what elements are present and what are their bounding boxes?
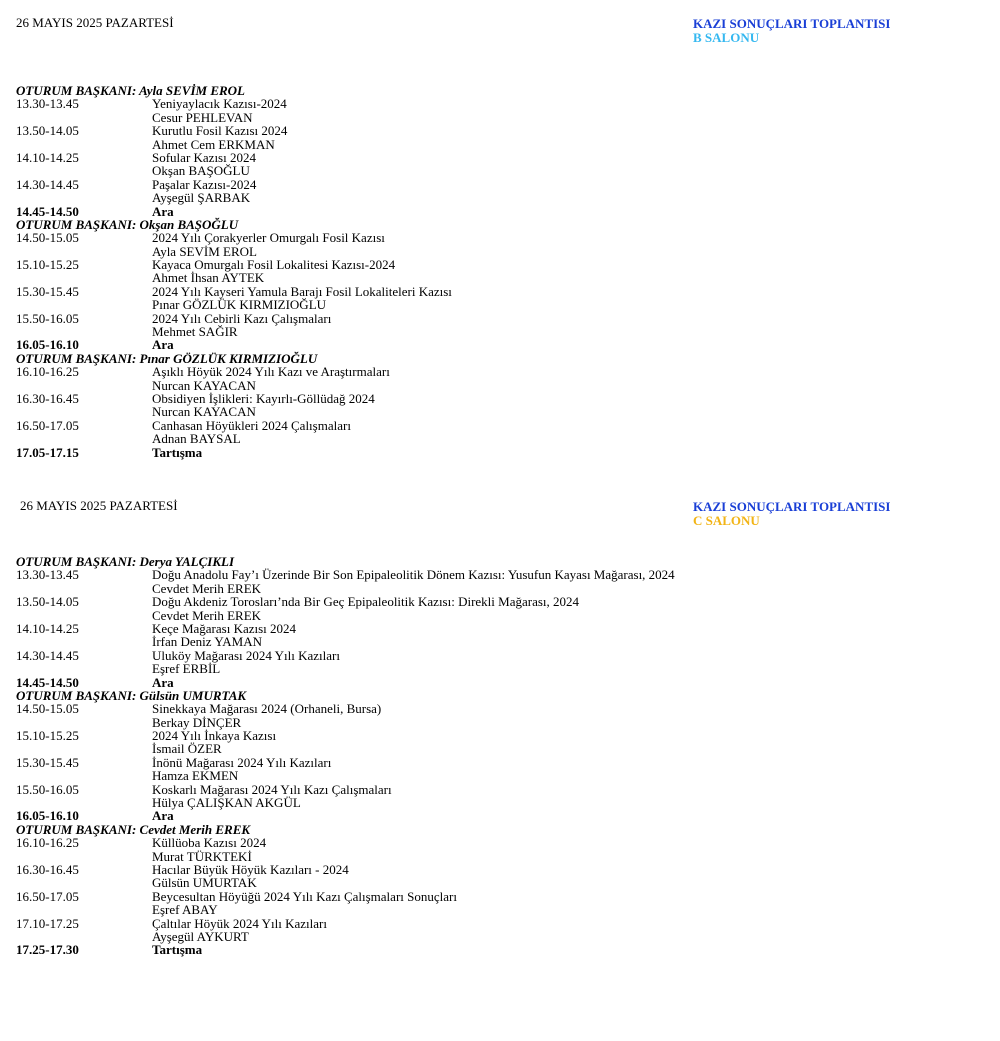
talk-text: Koskarlı Mağarası 2024 Yılı Kazı Çalışmaları: [152, 781, 392, 797]
time-slot: [16, 191, 152, 204]
talk-text: Okşan BAŞOĞLU: [152, 163, 250, 179]
time-slot: [16, 662, 152, 675]
time-slot: 15.30-15.45: [16, 283, 79, 299]
schedule-row: [16, 405, 976, 418]
session-chair: OTURUM BAŞKANI: Gülsün UMURTAK: [16, 687, 247, 703]
talk-text: Hülya ÇALIŞKAN AKGÜL: [152, 795, 301, 811]
schedule-row: [16, 783, 976, 796]
schedule-row: [16, 917, 976, 930]
schedule-row: [16, 609, 976, 622]
meeting-title: KAZI SONUÇLARI TOPLANTISI: [693, 499, 891, 514]
schedule-row: [16, 568, 976, 581]
talk-text: Gülsün UMURTAK: [152, 875, 257, 891]
talk-text: İsmail ÖZER: [152, 741, 222, 757]
talk-text: Mehmet SAĞIR: [152, 324, 238, 340]
schedule-row: [16, 903, 976, 916]
hall-name: B SALONU: [693, 30, 760, 45]
talk-text: 2024 Yılı Cebirli Kazı Çalışmaları: [152, 310, 332, 326]
time-slot: [16, 111, 152, 124]
time-slot: 16.10-16.25: [16, 835, 79, 851]
schedule-row: [16, 312, 976, 325]
time-slot: 17.25-17.30: [16, 942, 79, 958]
hall-name: C SALONU: [693, 513, 760, 528]
time-slot: [16, 245, 152, 258]
schedule-row: [16, 716, 976, 729]
time-slot: [16, 405, 152, 418]
time-slot: [16, 379, 152, 392]
time-slot: [16, 742, 152, 755]
session-date: 26 MAYIS 2025 PAZARTESİ: [16, 15, 174, 30]
talk-text: 2024 Yılı Kayseri Yamula Barajı Fosil Lokaliteleri Kazısı: [152, 283, 452, 299]
time-slot: 15.50-16.05: [16, 781, 79, 797]
talk-text: Doğu Anadolu Fay’ı Üzerinde Bir Son Epipaleolitik Dönem Kazısı: Yusufun Kayası Mağarası, 2024: [152, 567, 675, 583]
talk-text: Beycesultan Höyüğü 2024 Yılı Kazı Çalışmaları Sonuçları: [152, 888, 457, 904]
break-label: Tartışma: [152, 942, 203, 958]
time-slot: 14.10-14.25: [16, 620, 79, 636]
schedule-row: [16, 271, 976, 284]
talk-text: Kayaca Omurgalı Fosil Lokalitesi Kazısı-2024: [152, 257, 396, 273]
schedule-row: [16, 595, 976, 608]
break-row: [16, 205, 976, 218]
schedule-row: [16, 191, 976, 204]
schedule-row: [16, 164, 976, 177]
talk-text: Nurcan KAYACAN: [152, 404, 256, 420]
time-slot: 13.50-14.05: [16, 123, 79, 139]
schedule-row: [16, 756, 976, 769]
talk-text: Yeniyaylacık Kazısı-2024: [152, 96, 287, 112]
time-slot: 15.10-15.25: [16, 257, 79, 273]
schedule-row: [16, 796, 976, 809]
break-row: [16, 676, 976, 689]
break-row: [16, 809, 976, 822]
talk-text: 2024 Yılı Çorakyerler Omurgalı Fosil Kazısı: [152, 230, 385, 246]
talk-text: İnönü Mağarası 2024 Yılı Kazıları: [152, 754, 332, 770]
talk-text: Aşıklı Höyük 2024 Yılı Kazı ve Araştırmaları: [152, 364, 390, 380]
time-slot: 15.50-16.05: [16, 310, 79, 326]
talk-text: Çaltılar Höyük 2024 Yılı Kazıları: [152, 915, 327, 931]
talk-text: Nurcan KAYACAN: [152, 377, 256, 393]
session-chair-row: [16, 689, 976, 702]
schedule-row: [16, 850, 976, 863]
talk-text: İrfan Deniz YAMAN: [152, 634, 262, 650]
time-slot: [16, 796, 152, 809]
schedule-row: [16, 285, 976, 298]
time-slot: 15.10-15.25: [16, 728, 79, 744]
talk-text: Adnan BAYSAL: [152, 431, 241, 447]
schedule-row: [16, 662, 976, 675]
schedule-row: [16, 702, 976, 715]
time-slot: [16, 298, 152, 311]
time-slot: 14.45-14.50: [16, 203, 79, 219]
schedule-row: [16, 365, 976, 378]
break-row: [16, 943, 976, 956]
time-slot: 16.05-16.10: [16, 337, 79, 353]
meeting-title: KAZI SONUÇLARI TOPLANTISI: [693, 16, 891, 31]
time-slot: 15.30-15.45: [16, 754, 79, 770]
talk-text: Obsidiyen İşlikleri: Kayırlı-Göllüdağ 2024: [152, 390, 375, 406]
time-slot: [16, 930, 152, 943]
schedule-row: [16, 111, 976, 124]
time-slot: [16, 138, 152, 151]
schedule-row: [16, 863, 976, 876]
schedule-row: [16, 419, 976, 432]
time-slot: [16, 582, 152, 595]
schedule-row: [16, 622, 976, 635]
time-slot: [16, 876, 152, 889]
talk-text: Ayşegül AYKURT: [152, 928, 249, 944]
talk-text: Ahmet Cem ERKMAN: [152, 136, 275, 152]
talk-text: Doğu Akdeniz Torosları’nda Bir Geç Epipaleolitik Kazısı: Direkli Mağarası, 2024: [152, 594, 580, 610]
time-slot: [16, 903, 152, 916]
time-slot: [16, 850, 152, 863]
talk-text: 2024 Yılı İnkaya Kazısı: [152, 728, 277, 744]
time-slot: 14.10-14.25: [16, 149, 79, 165]
time-slot: [16, 271, 152, 284]
session-chair-row: [16, 84, 976, 97]
schedule-row: [16, 649, 976, 662]
time-slot: 13.50-14.05: [16, 594, 79, 610]
talk-text: Ahmet İhsan AYTEK: [152, 270, 265, 286]
talk-text: Murat TÜRKTEKİ: [152, 848, 252, 864]
break-label: Tartışma: [152, 444, 203, 460]
talk-text: Ayla SEVİM EROL: [152, 243, 257, 259]
break-label: Ara: [152, 808, 174, 824]
time-slot: 17.10-17.25: [16, 915, 79, 931]
time-slot: 14.45-14.50: [16, 674, 79, 690]
talk-text: Cevdet Merih EREK: [152, 607, 262, 623]
talk-text: Eşref ERBİL: [152, 661, 221, 677]
time-slot: 16.30-16.45: [16, 861, 79, 877]
break-label: Ara: [152, 337, 174, 353]
time-slot: 16.05-16.10: [16, 808, 79, 824]
talk-text: Sofular Kazısı 2024: [152, 149, 256, 165]
schedule-row: [16, 138, 976, 151]
schedule-list: [16, 555, 976, 957]
time-slot: 16.30-16.45: [16, 390, 79, 406]
talk-text: Ayşegül ŞARBAK: [152, 190, 251, 206]
schedule-row: [16, 582, 976, 595]
schedule-row: [16, 742, 976, 755]
time-slot: [16, 716, 152, 729]
time-slot: 14.30-14.45: [16, 647, 79, 663]
schedule-row: [16, 635, 976, 648]
talk-text: Keçe Mağarası Kazısı 2024: [152, 620, 297, 636]
session-chair: OTURUM BAŞKANI: Okşan BAŞOĞLU: [16, 216, 239, 232]
talk-text: Cesur PEHLEVAN: [152, 109, 253, 125]
time-slot: [16, 635, 152, 648]
time-slot: 14.50-15.05: [16, 230, 79, 246]
schedule-list: [16, 84, 976, 459]
talk-text: Cevdet Merih EREK: [152, 580, 262, 596]
session-chair: OTURUM BAŞKANI: Pınar GÖZLÜK KIRMIZIOĞLU: [16, 350, 318, 366]
schedule-row: [16, 890, 976, 903]
schedule-row: [16, 836, 976, 849]
schedule-row: [16, 325, 976, 338]
talk-text: Pınar GÖZLÜK KIRMIZIOĞLU: [152, 297, 327, 313]
schedule-row: [16, 298, 976, 311]
talk-text: Eşref ABAY: [152, 902, 218, 918]
schedule-row: [16, 178, 976, 191]
talk-text: Berkay DİNÇER: [152, 714, 242, 730]
session-chair: OTURUM BAŞKANI: Cevdet Merih EREK: [16, 821, 251, 837]
time-slot: 16.50-17.05: [16, 888, 79, 904]
time-slot: 13.30-13.45: [16, 96, 79, 112]
schedule-row: [16, 245, 976, 258]
time-slot: 17.05-17.15: [16, 444, 79, 460]
time-slot: [16, 769, 152, 782]
talk-text: Hacılar Büyük Höyük Kazıları - 2024: [152, 861, 349, 877]
time-slot: 14.30-14.45: [16, 176, 79, 192]
schedule-row: [16, 97, 976, 110]
schedule-row: [16, 432, 976, 445]
break-row: [16, 446, 976, 459]
schedule-row: [16, 124, 976, 137]
talk-text: Hamza EKMEN: [152, 768, 239, 784]
talk-text: Paşalar Kazısı-2024: [152, 176, 257, 192]
break-label: Ara: [152, 674, 174, 690]
talk-text: Sinekkaya Mağarası 2024 (Orhaneli, Bursa): [152, 701, 382, 717]
session-chair-row: [16, 218, 976, 231]
schedule-row: [16, 769, 976, 782]
schedule-row: [16, 379, 976, 392]
time-slot: 13.30-13.45: [16, 567, 79, 583]
talk-text: Kurutlu Fosil Kazısı 2024: [152, 123, 288, 139]
session-chair-row: [16, 352, 976, 365]
session-chair: OTURUM BAŞKANI: Derya YALÇIKLI: [16, 554, 235, 569]
session-date: 26 MAYIS 2025 PAZARTESİ: [20, 498, 178, 513]
session-chair: OTURUM BAŞKANI: Ayla SEVİM EROL: [16, 83, 245, 98]
schedule-row: [16, 151, 976, 164]
time-slot: [16, 164, 152, 177]
talk-text: Uluköy Mağarası 2024 Yılı Kazıları: [152, 647, 340, 663]
talk-text: Küllüoba Kazısı 2024: [152, 835, 267, 851]
session-chair-row: [16, 823, 976, 836]
time-slot: [16, 609, 152, 622]
time-slot: 16.50-17.05: [16, 417, 79, 433]
time-slot: [16, 325, 152, 338]
session-chair-row: [16, 555, 976, 568]
schedule-row: [16, 930, 976, 943]
break-label: Ara: [152, 203, 174, 219]
time-slot: 16.10-16.25: [16, 364, 79, 380]
schedule-row: [16, 258, 976, 271]
talk-text: Canhasan Höyükleri 2024 Çalışmaları: [152, 417, 351, 433]
time-slot: [16, 432, 152, 445]
schedule-row: [16, 392, 976, 405]
schedule-row: [16, 729, 976, 742]
time-slot: 14.50-15.05: [16, 701, 79, 717]
break-row: [16, 338, 976, 351]
schedule-row: [16, 231, 976, 244]
schedule-row: [16, 876, 976, 889]
